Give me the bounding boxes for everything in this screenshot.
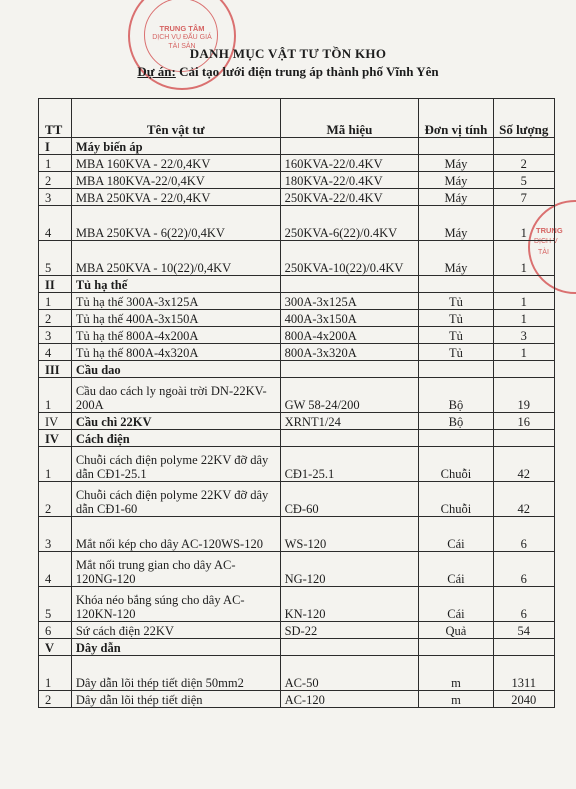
cell-code [280, 430, 419, 447]
cell-tt: IV [39, 430, 72, 447]
table-row [39, 447, 555, 482]
cell-unit: Máy [419, 189, 493, 206]
cell-code: GW 58-24/200 [280, 378, 419, 413]
table-row [39, 189, 555, 206]
cell-name: Tủ hạ thế 800A-4x320A [71, 344, 280, 361]
cell-name: Tủ hạ thế 400A-3x150A [71, 310, 280, 327]
cell-qty: 19 [493, 378, 554, 413]
table-row [39, 413, 555, 430]
cell-unit: Máy [419, 172, 493, 189]
inventory-table [38, 98, 555, 708]
header-tt: TT [39, 99, 72, 138]
table-row [39, 378, 555, 413]
cell-qty [493, 276, 554, 293]
cell-tt: IV [39, 413, 72, 430]
seal-text-line: DỊCH VỤ ĐẤU GIÁ [152, 34, 212, 41]
header-qty: Số lượng [493, 99, 554, 138]
cell-qty [493, 361, 554, 378]
cell-name: MBA 160KVA - 22/0,4KV [71, 155, 280, 172]
section-row [39, 639, 555, 656]
cell-code: 800A-3x320A [280, 344, 419, 361]
cell-name: Khóa néo bắng súng cho dây AC-120KN-120 [71, 587, 280, 622]
cell-name: Dây dẫn lõi thép tiết diện [71, 691, 280, 708]
cell-name: Tủ hạ thế 800A-4x200A [71, 327, 280, 344]
cell-unit: Quả [419, 622, 493, 639]
cell-unit [419, 276, 493, 293]
cell-tt: 1 [39, 378, 72, 413]
cell-name: Mắt nối trung gian cho dây AC-120NG-120 [71, 552, 280, 587]
cell-qty: 1311 [493, 656, 554, 691]
cell-unit: Bộ [419, 413, 493, 430]
cell-qty: 16 [493, 413, 554, 430]
cell-code: AC-120 [280, 691, 419, 708]
cell-unit: Máy [419, 155, 493, 172]
cell-code: 180KVA-22/0.4KV [280, 172, 419, 189]
cell-name: MBA 180KVA-22/0,4KV [71, 172, 280, 189]
cell-unit [419, 639, 493, 656]
table-row [39, 206, 555, 241]
table-row [39, 691, 555, 708]
cell-tt: 4 [39, 552, 72, 587]
cell-tt: 6 [39, 622, 72, 639]
cell-tt: 5 [39, 241, 72, 276]
cell-tt: 2 [39, 482, 72, 517]
seal-text-line: TRUNG TÂM [159, 24, 205, 33]
cell-qty: 1 [493, 206, 554, 241]
cell-name: Cầu dao [71, 361, 280, 378]
cell-qty: 1 [493, 241, 554, 276]
cell-tt: V [39, 639, 72, 656]
cell-qty: 7 [493, 189, 554, 206]
cell-qty: 3 [493, 327, 554, 344]
document-subtitle [0, 64, 576, 80]
cell-tt: III [39, 361, 72, 378]
cell-code: XRNT1/24 [280, 413, 419, 430]
table-row [39, 310, 555, 327]
table-row [39, 587, 555, 622]
cell-unit: m [419, 656, 493, 691]
table-row [39, 293, 555, 310]
cell-qty [493, 430, 554, 447]
cell-name: Dây dẫn [71, 639, 280, 656]
cell-tt: 3 [39, 189, 72, 206]
cell-code: 400A-3x150A [280, 310, 419, 327]
table-row [39, 344, 555, 361]
table-row [39, 482, 555, 517]
cell-unit: Cái [419, 517, 493, 552]
cell-name: Tủ hạ thế 300A-3x125A [71, 293, 280, 310]
cell-unit: Bộ [419, 378, 493, 413]
cell-unit [419, 138, 493, 155]
table-header-row [39, 99, 555, 138]
header-unit: Đơn vị tính [419, 99, 493, 138]
header-name: Tên vật tư [71, 99, 280, 138]
cell-unit: Máy [419, 241, 493, 276]
cell-name: Dây dẫn lõi thép tiết diện 50mm2 [71, 656, 280, 691]
cell-tt: 2 [39, 172, 72, 189]
cell-code: 250KVA-10(22)/0.4KV [280, 241, 419, 276]
section-row [39, 138, 555, 155]
cell-name: Cầu dao cách ly ngoài trời DN-22KV-200A [71, 378, 280, 413]
cell-qty [493, 138, 554, 155]
cell-unit: Tủ [419, 310, 493, 327]
cell-name: Tủ hạ thế [71, 276, 280, 293]
cell-unit: Chuỗi [419, 482, 493, 517]
cell-code: AC-50 [280, 656, 419, 691]
cell-qty: 54 [493, 622, 554, 639]
table-row [39, 517, 555, 552]
cell-code: WS-120 [280, 517, 419, 552]
cell-name: MBA 250KVA - 10(22)/0,4KV [71, 241, 280, 276]
cell-tt: 1 [39, 656, 72, 691]
cell-code: 250KVA-22/0.4KV [280, 189, 419, 206]
cell-unit: Tủ [419, 293, 493, 310]
cell-tt: II [39, 276, 72, 293]
table-row [39, 622, 555, 639]
cell-unit: m [419, 691, 493, 708]
cell-code: CĐ-60 [280, 482, 419, 517]
cell-tt: 4 [39, 206, 72, 241]
cell-name: MBA 250KVA - 6(22)/0,4KV [71, 206, 280, 241]
cell-qty: 6 [493, 587, 554, 622]
seal-text-line: TÀI [538, 249, 549, 256]
table-row [39, 327, 555, 344]
cell-name: MBA 250KVA - 22/0,4KV [71, 189, 280, 206]
cell-name: Cách điện [71, 430, 280, 447]
cell-name: Cầu chì 22KV [71, 413, 280, 430]
cell-qty: 6 [493, 517, 554, 552]
cell-code: 800A-4x200A [280, 327, 419, 344]
cell-code [280, 138, 419, 155]
cell-tt: 1 [39, 155, 72, 172]
cell-unit [419, 361, 493, 378]
cell-code: 250KVA-6(22)/0.4KV [280, 206, 419, 241]
cell-tt: 4 [39, 344, 72, 361]
subtitle-text: Cải tạo lưới điện trung áp thành phố Vĩnh Yên [175, 64, 439, 79]
table-row [39, 552, 555, 587]
cell-unit [419, 430, 493, 447]
cell-code: 300A-3x125A [280, 293, 419, 310]
cell-code: NG-120 [280, 552, 419, 587]
table-row [39, 241, 555, 276]
cell-tt: I [39, 138, 72, 155]
cell-qty: 6 [493, 552, 554, 587]
cell-unit: Tủ [419, 327, 493, 344]
cell-tt: 3 [39, 517, 72, 552]
seal-text-line: TÀI SẢN [168, 43, 196, 50]
header-code: Mã hiệu [280, 99, 419, 138]
cell-code [280, 361, 419, 378]
cell-tt: 2 [39, 310, 72, 327]
cell-unit: Cái [419, 587, 493, 622]
cell-name: Sứ cách điện 22KV [71, 622, 280, 639]
section-row [39, 276, 555, 293]
cell-name: Chuỗi cách điện polyme 22KV đỡ dây dẫn CĐ1-60 [71, 482, 280, 517]
cell-name: Máy biến áp [71, 138, 280, 155]
cell-tt: 1 [39, 293, 72, 310]
section-row [39, 361, 555, 378]
subtitle-label: Dự án: [137, 64, 176, 79]
cell-qty: 2040 [493, 691, 554, 708]
cell-qty: 1 [493, 293, 554, 310]
cell-qty: 42 [493, 447, 554, 482]
cell-code: CĐ1-25.1 [280, 447, 419, 482]
cell-qty: 5 [493, 172, 554, 189]
cell-code: 160KVA-22/0.4KV [280, 155, 419, 172]
cell-code: SD-22 [280, 622, 419, 639]
table-row [39, 172, 555, 189]
table-row [39, 656, 555, 691]
cell-name: Chuỗi cách điện polyme 22KV đỡ dây dẫn CĐ1-25.1 [71, 447, 280, 482]
cell-tt: 5 [39, 587, 72, 622]
cell-name: Mắt nối kép cho dây AC-120WS-120 [71, 517, 280, 552]
seal-text-line: DỊCH V [534, 238, 558, 245]
seal-text-line: TRUNG [536, 226, 563, 235]
cell-qty: 1 [493, 344, 554, 361]
cell-qty: 42 [493, 482, 554, 517]
cell-unit: Máy [419, 206, 493, 241]
cell-qty: 2 [493, 155, 554, 172]
cell-unit: Tủ [419, 344, 493, 361]
cell-tt: 3 [39, 327, 72, 344]
cell-code: KN-120 [280, 587, 419, 622]
document-title: DANH MỤC VẬT TƯ TỒN KHO [189, 46, 387, 61]
table-body [39, 138, 555, 708]
cell-tt: 1 [39, 447, 72, 482]
cell-qty [493, 639, 554, 656]
cell-tt: 2 [39, 691, 72, 708]
cell-code [280, 639, 419, 656]
section-row [39, 430, 555, 447]
cell-code [280, 276, 419, 293]
table-row [39, 155, 555, 172]
cell-unit: Chuỗi [419, 447, 493, 482]
cell-unit: Cái [419, 552, 493, 587]
cell-qty: 1 [493, 310, 554, 327]
